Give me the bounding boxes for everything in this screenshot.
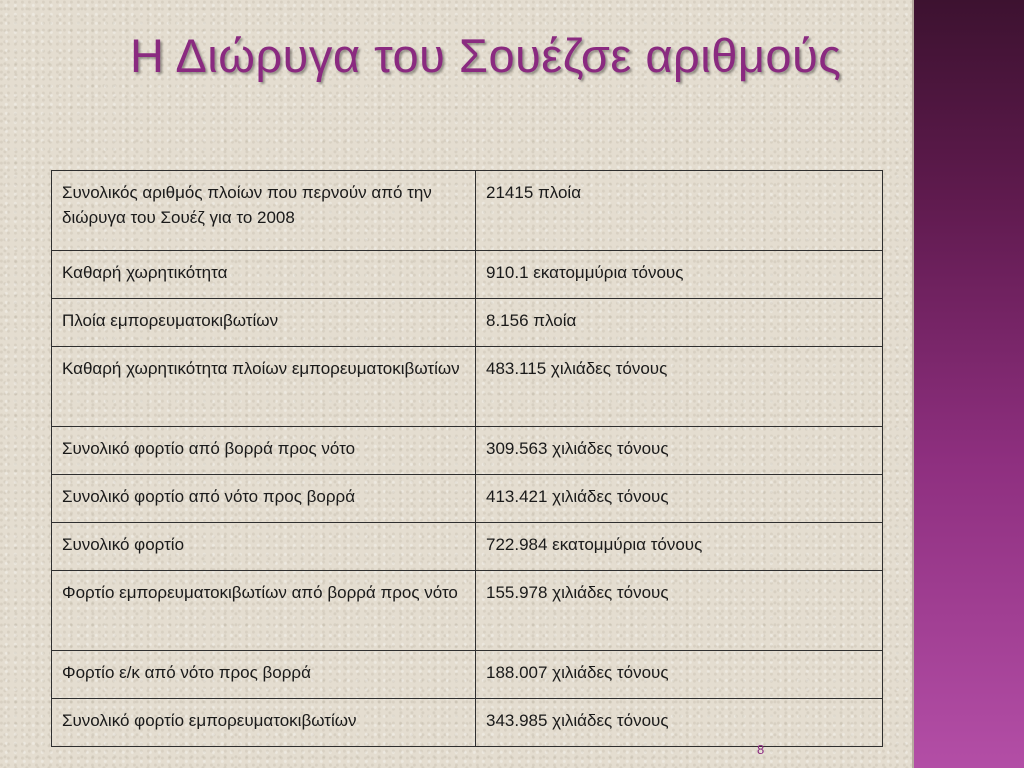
table-row: [52, 347, 883, 427]
row-label: Πλοία εμπορευματοκιβωτίων: [52, 299, 476, 347]
decorative-side-bar: [912, 0, 1024, 768]
row-label: Φορτίο ε/κ από νότο προς βορρά: [52, 651, 476, 699]
table-row: [52, 299, 883, 347]
table-row: [52, 427, 883, 475]
row-label: Συνολικό φορτίο από βορρά προς νότο: [52, 427, 476, 475]
table-row: [52, 251, 883, 299]
row-label: Φορτίο εμπορευματοκιβωτίων από βορρά προς νότο: [52, 571, 476, 651]
row-value: 343.985 χιλιάδες τόνους: [476, 699, 883, 747]
stats-table: [51, 170, 883, 747]
table-row: [52, 699, 883, 747]
row-label: Συνολικό φορτίο από νότο προς βορρά: [52, 475, 476, 523]
row-value: 188.007 χιλιάδες τόνους: [476, 651, 883, 699]
table-row: [52, 171, 883, 251]
row-label: Καθαρή χωρητικότητα πλοίων εμπορευματοκιβωτίων: [52, 347, 476, 427]
table-row: [52, 571, 883, 651]
table-row: [52, 475, 883, 523]
table-row: [52, 523, 883, 571]
table-row: [52, 651, 883, 699]
row-value: 21415 πλοία: [476, 171, 883, 251]
row-value: 722.984 εκατομμύρια τόνους: [476, 523, 883, 571]
row-value: 413.421 χιλιάδες τόνους: [476, 475, 883, 523]
row-value: 8.156 πλοία: [476, 299, 883, 347]
row-label: Συνολικός αριθμός πλοίων που περνούν από την διώρυγα του Σουέζ για το 2008: [52, 171, 476, 251]
slide-title: Η Διώρυγα του Σουέζσε αριθμούς: [130, 29, 842, 82]
page-number: 8: [757, 742, 765, 757]
row-label: Συνολικό φορτίο: [52, 523, 476, 571]
row-value: 910.1 εκατομμύρια τόνους: [476, 251, 883, 299]
row-value: 309.563 χιλιάδες τόνους: [476, 427, 883, 475]
row-label: Καθαρή χωρητικότητα: [52, 251, 476, 299]
row-value: 155.978 χιλιάδες τόνους: [476, 571, 883, 651]
row-value: 483.115 χιλιάδες τόνους: [476, 347, 883, 427]
row-label: Συνολικό φορτίο εμπορευματοκιβωτίων: [52, 699, 476, 747]
